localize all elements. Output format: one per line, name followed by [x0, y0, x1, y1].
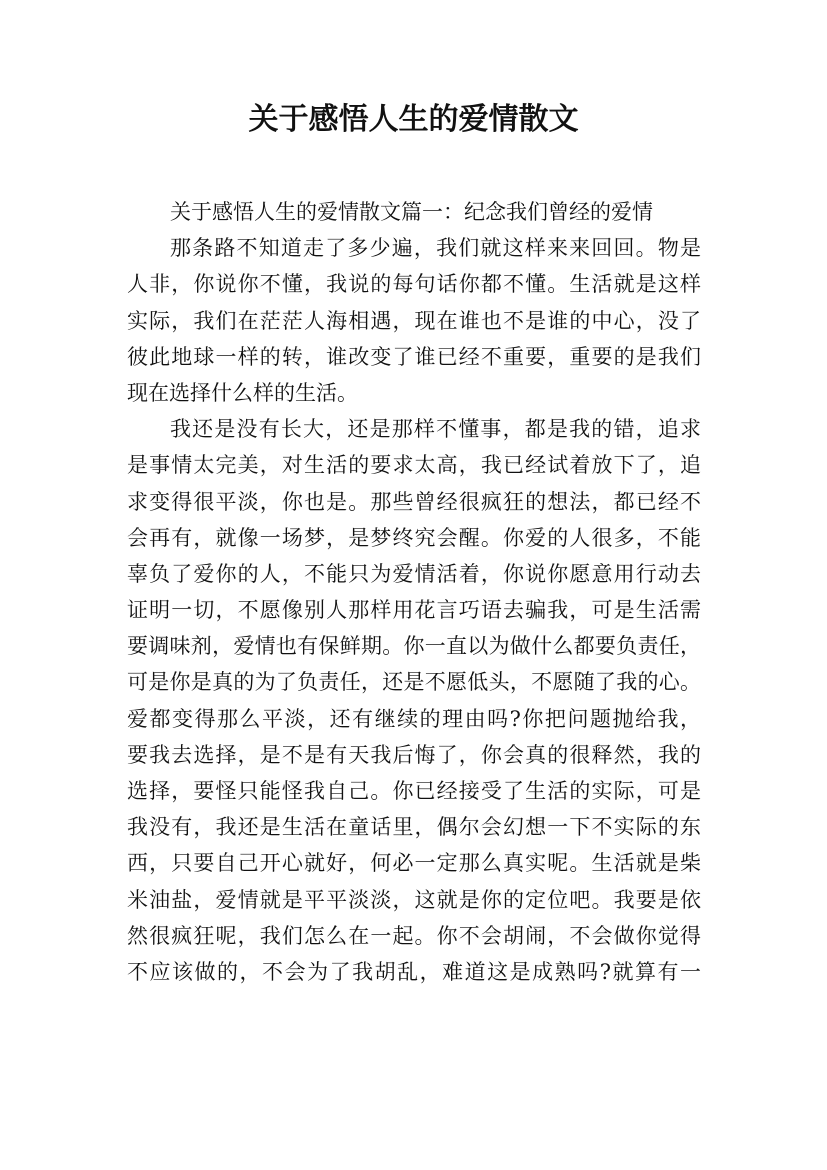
paragraph-line: 会再有，就像一场梦，是梦终究会醒。你爱的人很多，不能 [127, 525, 701, 550]
paragraph-line: 那条路不知道走了多少遍，我们就这样来来回回。物是 [170, 236, 701, 261]
paragraph-line: 要我去选择，是不是有天我后悔了，你会真的很释然，我的 [127, 742, 701, 767]
paragraph-line: 辜负了爱你的人，不能只为爱情活着，你说你愿意用行动去 [127, 561, 701, 586]
document-title: 关于感悟人生的爱情散文 [248, 102, 579, 137]
paragraph-line: 人非，你说你不懂，我说的每句话你都不懂。生活就是这样 [127, 272, 701, 297]
paragraph-line: 彼此地球一样的转，谁改变了谁已经不重要，重要的是我们 [127, 344, 701, 369]
paragraph-line: 现在选择什么样的生活。 [127, 380, 358, 405]
paragraph-line: 我还是没有长大，还是那样不懂事，都是我的错，追求 [170, 417, 701, 442]
paragraph-line: 不应该做的，不会为了我胡乱，难道这是成熟吗?就算有一 [127, 959, 701, 984]
paragraph-line: 求变得很平淡，你也是。那些曾经很疯狂的想法，都已经不 [127, 489, 701, 514]
paragraph-line: 然很疯狂呢，我们怎么在一起。你不会胡闹，不会做你觉得 [127, 923, 701, 948]
paragraph-line: 爱都变得那么平淡，还有继续的理由吗?你把问题抛给我， [127, 706, 701, 731]
paragraph-line: 西，只要自己开心就好，何必一定那么真实呢。生活就是柴 [127, 851, 701, 876]
paragraph-line: 要调味剂，爱情也有保鲜期。你一直以为做什么都要负责任， [127, 634, 701, 659]
paragraph-line: 我没有，我还是生活在童话里，偶尔会幻想一下不实际的东 [127, 815, 701, 840]
paragraph-line: 证明一切，不愿像别人那样用花言巧语去骗我，可是生活需 [127, 598, 701, 623]
paragraph-line: 选择，要怪只能怪我自己。你已经接受了生活的实际，可是 [127, 779, 701, 803]
paragraph-line: 可是你是真的为了负责任，还是不愿低头，不愿随了我的心。 [127, 670, 701, 695]
paragraph-line: 实际，我们在茫茫人海相遇，现在谁也不是谁的中心，没了 [127, 308, 701, 333]
paragraph-line: 米油盐，爱情就是平平淡淡，这就是你的定位吧。我要是依 [127, 887, 701, 912]
document-body [127, 194, 701, 990]
paragraph-line: 是事情太完美，对生活的要求太高，我已经试着放下了，追 [127, 453, 701, 478]
section-heading-line: 关于感悟人生的爱情散文篇一：纪念我们曾经的爱情 [170, 200, 653, 224]
